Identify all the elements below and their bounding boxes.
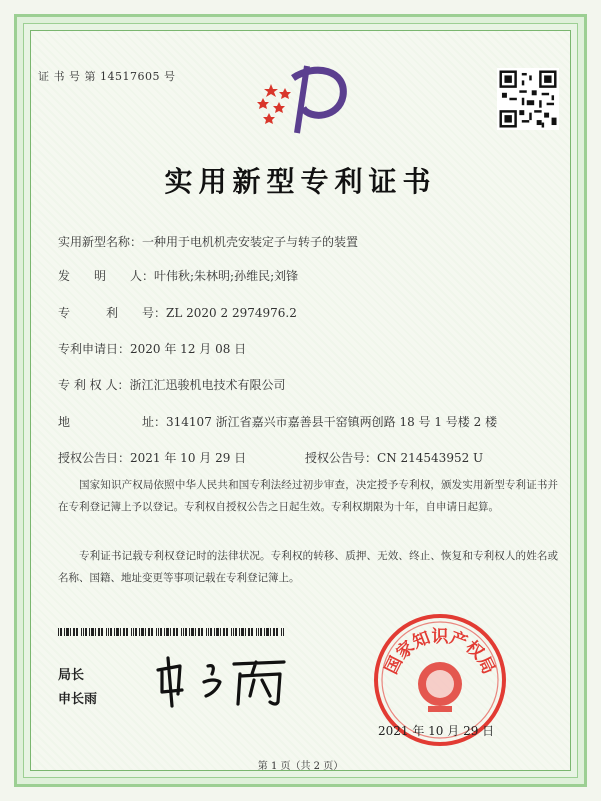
barcode-bar — [73, 628, 75, 636]
field-label: 实用新型名称： — [58, 235, 143, 249]
field-label: 发 明 人： — [58, 269, 155, 283]
barcode-bar — [233, 628, 234, 636]
field-grant-no-row — [305, 449, 483, 466]
field-value: 2021 年 10 月 29 日 — [130, 451, 247, 465]
handwritten-signature — [150, 652, 300, 710]
barcode-bar — [83, 628, 84, 636]
barcode-bar — [214, 628, 215, 636]
barcode-bar — [183, 628, 184, 636]
barcode-bar — [239, 628, 240, 636]
barcode-bar — [170, 628, 171, 636]
field-value: 叶伟秋;朱林明;孙维民;刘锋 — [154, 269, 299, 283]
field-patent-no-row — [58, 304, 297, 321]
patent-office-logo — [255, 58, 355, 138]
barcode-bar — [235, 628, 237, 636]
grant-paragraph: 国家知识产权局依照中华人民共和国专利法经过初步审查，决定授予专利权，颁发实用新型专利证书并在专利登记簿上予以登记。专利权自授权公告之日起生效。专利权期限为十年，自申请日起算。 — [58, 479, 558, 513]
barcode-bar — [189, 628, 190, 636]
field-name-row — [58, 233, 358, 250]
barcode-bar — [245, 628, 246, 636]
barcode-bar — [226, 628, 228, 636]
barcode-bar — [106, 628, 107, 636]
field-value: 2020 年 12 月 08 日 — [130, 342, 247, 356]
barcode-bar — [181, 628, 182, 636]
barcode-bar — [264, 628, 265, 636]
director-title: 局长 — [58, 668, 85, 683]
certificate-number: 证 书 号 第 14517605 号 — [38, 70, 176, 83]
barcode-bar — [273, 628, 275, 636]
barcode-bar — [208, 628, 209, 636]
barcode-bar — [60, 628, 62, 636]
barcode-bar — [58, 628, 59, 636]
field-label: 专 利 权 人： — [58, 378, 130, 392]
barcode-bar — [156, 628, 157, 636]
barcode-bar — [91, 628, 94, 636]
barcode-bar — [258, 628, 259, 636]
barcode-bar — [139, 628, 140, 636]
barcode-bar — [98, 628, 100, 636]
certificate-title: 实用新型专利证书 — [164, 165, 437, 198]
barcode-bar — [116, 628, 119, 636]
barcode-bar — [201, 628, 203, 636]
field-label: 专 利 号： — [58, 306, 167, 320]
field-label: 授权公告日： — [58, 451, 131, 465]
barcode-bar — [135, 628, 137, 636]
barcode-bar — [191, 628, 194, 636]
barcode-bar — [85, 628, 87, 636]
barcode-bar — [66, 628, 69, 636]
barcode-bar — [131, 628, 132, 636]
barcode-bar — [195, 628, 196, 636]
barcode-bar — [270, 628, 271, 636]
barcode-bar — [89, 628, 90, 636]
field-value: 一种用于电机机壳安装定子与转子的装置 — [142, 235, 359, 249]
field-value: CN 214543952 U — [377, 451, 484, 465]
barcode-bar — [95, 628, 96, 636]
barcode-bar — [101, 628, 103, 636]
barcode-bar — [145, 628, 146, 636]
page-footer: 第 1 页（共 2 页） — [257, 761, 344, 772]
barcode-bar — [176, 628, 178, 636]
barcode-bar — [108, 628, 109, 636]
field-value: 314107 浙江省嘉兴市嘉善县干窑镇两创路 18 号 1 号楼 2 楼 — [166, 415, 498, 429]
field-value: 浙江汇迅骏机电技术有限公司 — [129, 378, 286, 392]
barcode-bar — [164, 628, 165, 636]
field-grant-date-row — [58, 449, 246, 466]
barcode-bar — [81, 628, 82, 636]
barcode-bar — [256, 628, 257, 636]
barcode-bar — [158, 628, 159, 636]
barcode-bar — [223, 628, 225, 636]
barcode-bar — [281, 628, 282, 636]
barcode-bar — [141, 628, 144, 636]
barcode-bar — [220, 628, 221, 636]
director-name: 申长雨 — [58, 692, 98, 707]
barcode-bar — [76, 628, 78, 636]
barcode-bar — [123, 628, 125, 636]
barcode-bar — [251, 628, 253, 636]
barcode-bar — [151, 628, 153, 636]
field-patentee-row — [58, 376, 285, 393]
barcode-bar — [206, 628, 207, 636]
field-inventor-row — [58, 267, 298, 284]
barcode-bar — [231, 628, 232, 636]
barcode-bar — [260, 628, 262, 636]
barcode-bar — [173, 628, 175, 636]
field-label: 授权公告号： — [305, 451, 378, 465]
field-label: 专利申请日： — [58, 342, 131, 356]
seal-date: 2021 年 10 月 29 日 — [378, 724, 495, 738]
barcode-bar — [216, 628, 219, 636]
field-label: 地 址： — [58, 415, 167, 429]
barcode-bar — [266, 628, 269, 636]
barcode-bar — [148, 628, 150, 636]
barcode-bar — [276, 628, 278, 636]
barcode-bar — [64, 628, 65, 636]
seal-text: 国家知识产权局 — [381, 627, 499, 678]
barcode-bar — [110, 628, 112, 636]
barcode-bar — [248, 628, 250, 636]
field-filing-date-row — [58, 340, 246, 357]
barcode-bar — [114, 628, 115, 636]
barcode-bar — [283, 628, 284, 636]
barcode-bar — [70, 628, 71, 636]
barcode-bar — [198, 628, 200, 636]
barcode-bar — [120, 628, 121, 636]
barcode — [58, 628, 286, 636]
barcode-bar — [160, 628, 162, 636]
barcode-bar — [210, 628, 212, 636]
barcode-bar — [241, 628, 244, 636]
barcode-bar — [126, 628, 128, 636]
field-value: ZL 2020 2 2974976.2 — [166, 306, 297, 320]
qr-code — [497, 68, 559, 130]
field-address-row — [58, 413, 497, 430]
barcode-bar — [185, 628, 187, 636]
legal-status-paragraph: 专利证书记载专利权登记时的法律状况。专利权的转移、质押、无效、终止、恢复和专利权人的姓名或名称、国籍、地址变更等事项记载在专利登记簿上。 — [58, 550, 558, 584]
barcode-bar — [133, 628, 134, 636]
barcode-bar — [166, 628, 169, 636]
